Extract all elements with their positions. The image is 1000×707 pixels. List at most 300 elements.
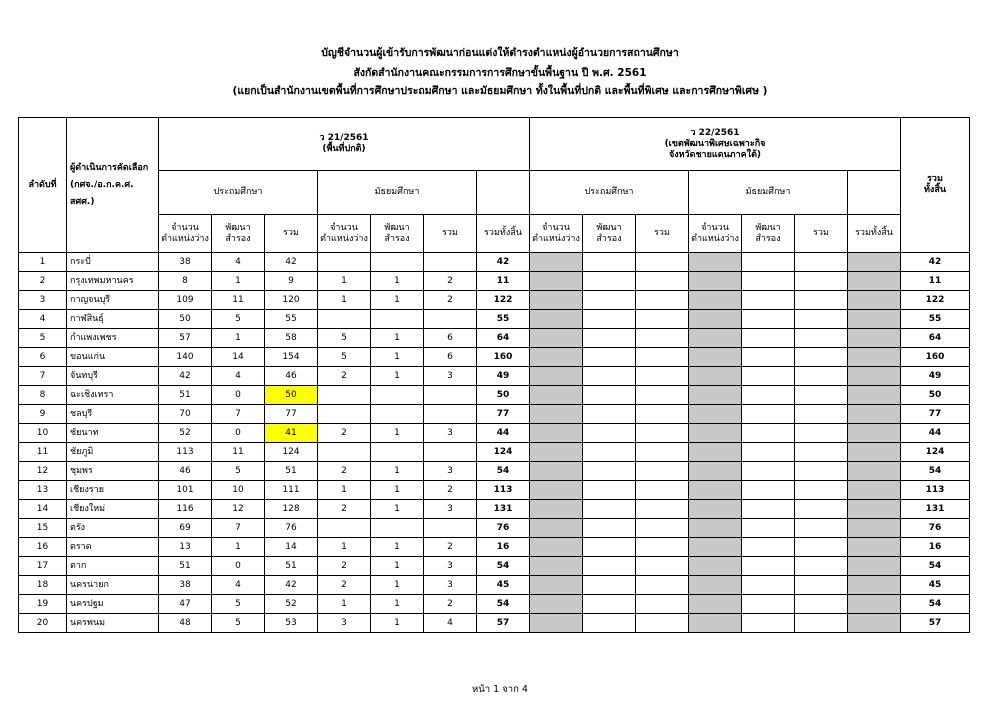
v22-secondary-sum xyxy=(795,595,848,614)
v22-primary-sum xyxy=(636,500,689,519)
v22-primary-reserve xyxy=(583,557,636,576)
row-number: 10 xyxy=(19,424,67,443)
summary-table xyxy=(18,117,970,633)
v22-secondary-reserve xyxy=(742,519,795,538)
row-number: 5 xyxy=(19,329,67,348)
v21-total: 122 xyxy=(477,291,530,310)
v22-secondary-sum xyxy=(795,538,848,557)
v22-secondary-sum xyxy=(795,329,848,348)
v21-secondary-vacant: 1 xyxy=(318,595,371,614)
agency-name: กาญจนบุรี xyxy=(67,291,159,310)
v21-secondary-vacant: 5 xyxy=(318,329,371,348)
v21-secondary-sum: 2 xyxy=(424,291,477,310)
v22-total xyxy=(848,329,901,348)
row-number: 19 xyxy=(19,595,67,614)
v22-primary-reserve xyxy=(583,576,636,595)
v22-secondary-vacant xyxy=(689,329,742,348)
v22-secondary-reserve xyxy=(742,443,795,462)
table-row xyxy=(19,253,970,272)
v21-primary-sum: 120 xyxy=(265,291,318,310)
v21-primary-reserve: 5 xyxy=(212,614,265,633)
grand-total: 54 xyxy=(901,462,970,481)
table-row xyxy=(19,462,970,481)
v22-secondary-vacant xyxy=(689,614,742,633)
v22-secondary-reserve xyxy=(742,538,795,557)
v22-secondary-sum xyxy=(795,500,848,519)
v21-secondary-reserve: 1 xyxy=(371,557,424,576)
v21-secondary-vacant xyxy=(318,405,371,424)
v22-total xyxy=(848,310,901,329)
v22-total xyxy=(848,576,901,595)
v22-secondary-vacant xyxy=(689,310,742,329)
v22-total xyxy=(848,481,901,500)
v22-secondary-sum xyxy=(795,386,848,405)
v21-primary-reserve: 0 xyxy=(212,557,265,576)
header-v22-total: รวมทั้งสิ้น xyxy=(848,215,901,253)
v22-primary-sum xyxy=(636,538,689,557)
v22-primary-vacant xyxy=(530,367,583,386)
grand-total: 54 xyxy=(901,557,970,576)
v22-primary-vacant xyxy=(530,576,583,595)
agency-name: ชลบุรี xyxy=(67,405,159,424)
v22-secondary-vacant xyxy=(689,367,742,386)
v22-total xyxy=(848,253,901,272)
v22-primary-sum xyxy=(636,614,689,633)
v21-primary-sum: 51 xyxy=(265,557,318,576)
row-number: 4 xyxy=(19,310,67,329)
table-row xyxy=(19,348,970,367)
v22-primary-vacant xyxy=(530,329,583,348)
table-row xyxy=(19,329,970,348)
v22-secondary-reserve xyxy=(742,462,795,481)
v22-secondary-sum xyxy=(795,462,848,481)
grand-total-label-2: ทั้งสิ้น xyxy=(924,185,946,195)
v21-secondary-reserve: 1 xyxy=(371,424,424,443)
v22-primary-sum xyxy=(636,386,689,405)
v21-primary-vacant: 116 xyxy=(159,500,212,519)
v22-primary-vacant xyxy=(530,614,583,633)
v21-secondary-reserve: 1 xyxy=(371,272,424,291)
v22-secondary-reserve xyxy=(742,405,795,424)
v21-secondary-sum: 3 xyxy=(424,500,477,519)
row-number: 20 xyxy=(19,614,67,633)
v21-primary-vacant: 101 xyxy=(159,481,212,500)
v22-secondary-sum xyxy=(795,614,848,633)
v22-primary-vacant xyxy=(530,291,583,310)
agency-name: ตาก xyxy=(67,557,159,576)
table-row xyxy=(19,405,970,424)
v22-total xyxy=(848,595,901,614)
v21-secondary-sum: 3 xyxy=(424,367,477,386)
v21-secondary-vacant: 3 xyxy=(318,614,371,633)
v22-subtitle-1: (เขตพัฒนาพิเศษเฉพาะกิจ xyxy=(664,138,766,149)
v22-primary-sum xyxy=(636,519,689,538)
v22-secondary-vacant xyxy=(689,348,742,367)
v22-primary-sum xyxy=(636,443,689,462)
v21-secondary-sum: 6 xyxy=(424,348,477,367)
v22-total xyxy=(848,614,901,633)
header-agency: ผู้ดำเนินการคัดเลือก (กศจ./อ.ก.ค.ศ. สศศ.) xyxy=(67,118,159,253)
v22-primary-reserve xyxy=(583,348,636,367)
v22-secondary-vacant xyxy=(689,462,742,481)
grand-total: 76 xyxy=(901,519,970,538)
v21-secondary-reserve xyxy=(371,405,424,424)
v22-secondary-reserve xyxy=(742,310,795,329)
v21-secondary-vacant: 1 xyxy=(318,272,371,291)
v22-primary-sum xyxy=(636,576,689,595)
v22-primary-sum xyxy=(636,462,689,481)
v22-primary-vacant xyxy=(530,405,583,424)
v21-primary-reserve: 14 xyxy=(212,348,265,367)
agency-name: ขอนแก่น xyxy=(67,348,159,367)
v22-total xyxy=(848,500,901,519)
v21-total: 11 xyxy=(477,272,530,291)
v22-secondary-vacant xyxy=(689,538,742,557)
v21-total: 49 xyxy=(477,367,530,386)
v21-secondary-sum xyxy=(424,443,477,462)
agency-name: กรุงเทพมหานคร xyxy=(67,272,159,291)
v21-primary-sum: 76 xyxy=(265,519,318,538)
grand-total: 131 xyxy=(901,500,970,519)
v21-secondary-reserve xyxy=(371,253,424,272)
v22-primary-vacant xyxy=(530,443,583,462)
row-number: 16 xyxy=(19,538,67,557)
v22-primary-reserve xyxy=(583,614,636,633)
v21-secondary-sum: 3 xyxy=(424,424,477,443)
v22-primary-vacant xyxy=(530,253,583,272)
v21-secondary-sum: 4 xyxy=(424,614,477,633)
header-v22-blank xyxy=(848,171,901,215)
v21-secondary-sum xyxy=(424,405,477,424)
v21-secondary-vacant: 5 xyxy=(318,348,371,367)
table-body xyxy=(19,253,970,633)
v21-primary-reserve: 1 xyxy=(212,272,265,291)
v21-primary-reserve: 11 xyxy=(212,291,265,310)
agency-name: ตรัง xyxy=(67,519,159,538)
agency-name: ตราด xyxy=(67,538,159,557)
grand-total: 50 xyxy=(901,386,970,405)
header-v22-p-reserve: พัฒนา สำรอง xyxy=(583,215,636,253)
v21-primary-vacant: 38 xyxy=(159,253,212,272)
v21-secondary-sum: 3 xyxy=(424,462,477,481)
document-title: บัญชีจำนวนผู้เข้ารับการพัฒนาก่อนแต่งให้ดำรงตำแหน่งผู้อำนวยการสถานศึกษา xyxy=(321,47,679,59)
v22-secondary-sum xyxy=(795,519,848,538)
grand-total: 55 xyxy=(901,310,970,329)
v21-total: 57 xyxy=(477,614,530,633)
v21-primary-sum: 52 xyxy=(265,595,318,614)
v21-secondary-reserve: 1 xyxy=(371,367,424,386)
v22-primary-sum xyxy=(636,481,689,500)
v22-primary-vacant xyxy=(530,519,583,538)
v22-secondary-reserve xyxy=(742,291,795,310)
agency-name: นครนายก xyxy=(67,576,159,595)
v22-primary-vacant xyxy=(530,348,583,367)
v21-total: 113 xyxy=(477,481,530,500)
v21-title: ว 21/2561 xyxy=(319,133,369,143)
table-row xyxy=(19,500,970,519)
table-row xyxy=(19,367,970,386)
v21-secondary-sum: 2 xyxy=(424,595,477,614)
table-row xyxy=(19,576,970,595)
row-number: 18 xyxy=(19,576,67,595)
v21-secondary-sum: 2 xyxy=(424,481,477,500)
row-number: 1 xyxy=(19,253,67,272)
v21-primary-reserve: 5 xyxy=(212,310,265,329)
v21-primary-vacant: 46 xyxy=(159,462,212,481)
header-v22 xyxy=(530,118,901,171)
v21-total: 42 xyxy=(477,253,530,272)
v21-secondary-reserve: 1 xyxy=(371,614,424,633)
table-row xyxy=(19,443,970,462)
header-v21 xyxy=(159,118,530,171)
v22-primary-vacant xyxy=(530,462,583,481)
v21-secondary-vacant xyxy=(318,519,371,538)
v22-secondary-vacant xyxy=(689,253,742,272)
v21-secondary-sum: 3 xyxy=(424,576,477,595)
v21-primary-sum: 42 xyxy=(265,576,318,595)
agency-name: ชัยนาท xyxy=(67,424,159,443)
v21-total: 54 xyxy=(477,462,530,481)
header-grand-total xyxy=(901,118,970,253)
v21-primary-vacant: 42 xyxy=(159,367,212,386)
v22-primary-reserve xyxy=(583,519,636,538)
v22-secondary-sum xyxy=(795,253,848,272)
v22-primary-reserve xyxy=(583,405,636,424)
header-v21-s-sum: รวม xyxy=(424,215,477,253)
v21-total: 44 xyxy=(477,424,530,443)
v21-primary-reserve: 1 xyxy=(212,538,265,557)
v22-subtitle-2: จังหวัดชายแดนภาคใต้) xyxy=(668,149,762,160)
v22-primary-reserve xyxy=(583,595,636,614)
agency-name: นครพนม xyxy=(67,614,159,633)
header-v21-p-sum: รวม xyxy=(265,215,318,253)
v21-secondary-reserve xyxy=(371,310,424,329)
v21-total: 55 xyxy=(477,310,530,329)
v22-primary-reserve xyxy=(583,253,636,272)
table-row xyxy=(19,386,970,405)
v22-secondary-reserve xyxy=(742,348,795,367)
v22-secondary-vacant xyxy=(689,500,742,519)
v21-primary-vacant: 51 xyxy=(159,386,212,405)
v21-secondary-sum: 2 xyxy=(424,272,477,291)
v21-primary-sum: 46 xyxy=(265,367,318,386)
grand-total: 49 xyxy=(901,367,970,386)
v21-primary-reserve: 4 xyxy=(212,576,265,595)
row-number: 12 xyxy=(19,462,67,481)
v22-secondary-reserve xyxy=(742,557,795,576)
header-seq: ลำดับที่ xyxy=(19,118,67,253)
v22-primary-reserve xyxy=(583,500,636,519)
agency-name: ชัยภูมิ xyxy=(67,443,159,462)
v22-secondary-sum xyxy=(795,310,848,329)
v21-primary-reserve: 11 xyxy=(212,443,265,462)
v21-total: 77 xyxy=(477,405,530,424)
v21-primary-sum: 58 xyxy=(265,329,318,348)
v21-total: 16 xyxy=(477,538,530,557)
v21-secondary-sum xyxy=(424,310,477,329)
v21-secondary-vacant: 2 xyxy=(318,367,371,386)
agency-name: เชียงราย xyxy=(67,481,159,500)
v21-secondary-reserve: 1 xyxy=(371,538,424,557)
agency-name: จันทบุรี xyxy=(67,367,159,386)
row-number: 7 xyxy=(19,367,67,386)
table-row xyxy=(19,614,970,633)
header-v22-secondary: มัธยมศึกษา xyxy=(689,171,848,215)
v21-secondary-reserve xyxy=(371,443,424,462)
grand-total: 54 xyxy=(901,595,970,614)
v22-primary-reserve xyxy=(583,443,636,462)
row-number: 3 xyxy=(19,291,67,310)
v22-total xyxy=(848,519,901,538)
v21-secondary-reserve: 1 xyxy=(371,348,424,367)
v22-primary-sum xyxy=(636,348,689,367)
v22-secondary-reserve xyxy=(742,272,795,291)
v21-secondary-reserve xyxy=(371,386,424,405)
table-row xyxy=(19,272,970,291)
v22-total xyxy=(848,348,901,367)
v21-total: 64 xyxy=(477,329,530,348)
header-v22-primary: ประถมศึกษา xyxy=(530,171,689,215)
header-v22-p-vacant: จำนวน ตำแหน่งว่าง xyxy=(530,215,583,253)
v22-primary-reserve xyxy=(583,272,636,291)
v22-secondary-reserve xyxy=(742,595,795,614)
agency-name: ชุมพร xyxy=(67,462,159,481)
v22-primary-vacant xyxy=(530,481,583,500)
v21-secondary-vacant: 2 xyxy=(318,557,371,576)
v22-primary-reserve xyxy=(583,310,636,329)
v22-primary-sum xyxy=(636,253,689,272)
v22-primary-vacant xyxy=(530,500,583,519)
grand-total: 42 xyxy=(901,253,970,272)
v22-total xyxy=(848,367,901,386)
v21-secondary-vacant xyxy=(318,253,371,272)
grand-total: 44 xyxy=(901,424,970,443)
v21-secondary-reserve: 1 xyxy=(371,462,424,481)
v22-primary-sum xyxy=(636,405,689,424)
v21-primary-vacant: 113 xyxy=(159,443,212,462)
v22-total xyxy=(848,291,901,310)
v22-primary-vacant xyxy=(530,310,583,329)
v21-secondary-reserve: 1 xyxy=(371,329,424,348)
v22-secondary-sum xyxy=(795,348,848,367)
v22-total xyxy=(848,272,901,291)
agency-name: นครปฐม xyxy=(67,595,159,614)
v22-secondary-vacant xyxy=(689,519,742,538)
v22-primary-vacant xyxy=(530,424,583,443)
v21-subtitle: (พื้นที่ปกติ) xyxy=(322,144,366,154)
v21-primary-sum: 41 xyxy=(265,424,318,443)
v22-secondary-vacant xyxy=(689,576,742,595)
v22-secondary-vacant xyxy=(689,424,742,443)
v21-primary-reserve: 0 xyxy=(212,386,265,405)
v22-secondary-vacant xyxy=(689,405,742,424)
v22-secondary-vacant xyxy=(689,595,742,614)
v21-secondary-reserve: 1 xyxy=(371,500,424,519)
v21-secondary-vacant: 2 xyxy=(318,576,371,595)
grand-total: 122 xyxy=(901,291,970,310)
v22-primary-reserve xyxy=(583,329,636,348)
v22-primary-sum xyxy=(636,310,689,329)
v21-total: 45 xyxy=(477,576,530,595)
grand-total: 11 xyxy=(901,272,970,291)
v21-primary-sum: 128 xyxy=(265,500,318,519)
row-number: 17 xyxy=(19,557,67,576)
v22-total xyxy=(848,386,901,405)
v21-primary-sum: 154 xyxy=(265,348,318,367)
v21-primary-vacant: 69 xyxy=(159,519,212,538)
v21-primary-reserve: 12 xyxy=(212,500,265,519)
v22-secondary-sum xyxy=(795,443,848,462)
v22-secondary-reserve xyxy=(742,481,795,500)
v22-total xyxy=(848,424,901,443)
table-row xyxy=(19,481,970,500)
v21-primary-reserve: 10 xyxy=(212,481,265,500)
v21-primary-reserve: 5 xyxy=(212,462,265,481)
v21-primary-sum: 9 xyxy=(265,272,318,291)
v21-primary-sum: 42 xyxy=(265,253,318,272)
v22-secondary-reserve xyxy=(742,329,795,348)
grand-total: 16 xyxy=(901,538,970,557)
header-v22-p-sum: รวม xyxy=(636,215,689,253)
v22-secondary-reserve xyxy=(742,424,795,443)
header-v21-primary: ประถมศึกษา xyxy=(159,171,318,215)
v22-total xyxy=(848,443,901,462)
v22-secondary-vacant xyxy=(689,443,742,462)
v22-primary-reserve xyxy=(583,538,636,557)
v22-secondary-reserve xyxy=(742,500,795,519)
v21-secondary-sum xyxy=(424,386,477,405)
document-subtitle: สังกัดสำนักงานคณะกรรมการการศึกษาขั้นพื้นฐาน ปี พ.ศ. 2561 xyxy=(353,67,647,79)
v21-primary-sum: 77 xyxy=(265,405,318,424)
v22-primary-sum xyxy=(636,272,689,291)
table-row xyxy=(19,424,970,443)
v21-total: 76 xyxy=(477,519,530,538)
row-number: 2 xyxy=(19,272,67,291)
v21-secondary-vacant: 1 xyxy=(318,538,371,557)
v21-secondary-vacant: 1 xyxy=(318,291,371,310)
v22-secondary-sum xyxy=(795,481,848,500)
v21-primary-sum: 124 xyxy=(265,443,318,462)
table-row xyxy=(19,291,970,310)
grand-total: 160 xyxy=(901,348,970,367)
v21-secondary-reserve: 1 xyxy=(371,291,424,310)
v22-primary-reserve xyxy=(583,367,636,386)
v22-secondary-vacant xyxy=(689,481,742,500)
v21-primary-vacant: 50 xyxy=(159,310,212,329)
v21-secondary-vacant: 1 xyxy=(318,481,371,500)
v21-primary-reserve: 4 xyxy=(212,253,265,272)
v21-secondary-vacant xyxy=(318,443,371,462)
v21-primary-vacant: 109 xyxy=(159,291,212,310)
v22-secondary-reserve xyxy=(742,253,795,272)
v22-primary-vacant xyxy=(530,538,583,557)
v22-primary-vacant xyxy=(530,386,583,405)
table-row xyxy=(19,519,970,538)
v22-total xyxy=(848,557,901,576)
table-row xyxy=(19,310,970,329)
v21-total: 160 xyxy=(477,348,530,367)
v21-total: 124 xyxy=(477,443,530,462)
v22-secondary-sum xyxy=(795,576,848,595)
v21-primary-vacant: 8 xyxy=(159,272,212,291)
header-v22-s-reserve: พัฒนา สำรอง xyxy=(742,215,795,253)
v21-secondary-reserve: 1 xyxy=(371,481,424,500)
v21-primary-sum: 53 xyxy=(265,614,318,633)
v21-secondary-vacant xyxy=(318,310,371,329)
v22-secondary-sum xyxy=(795,424,848,443)
v21-primary-reserve: 7 xyxy=(212,519,265,538)
v21-primary-sum: 51 xyxy=(265,462,318,481)
